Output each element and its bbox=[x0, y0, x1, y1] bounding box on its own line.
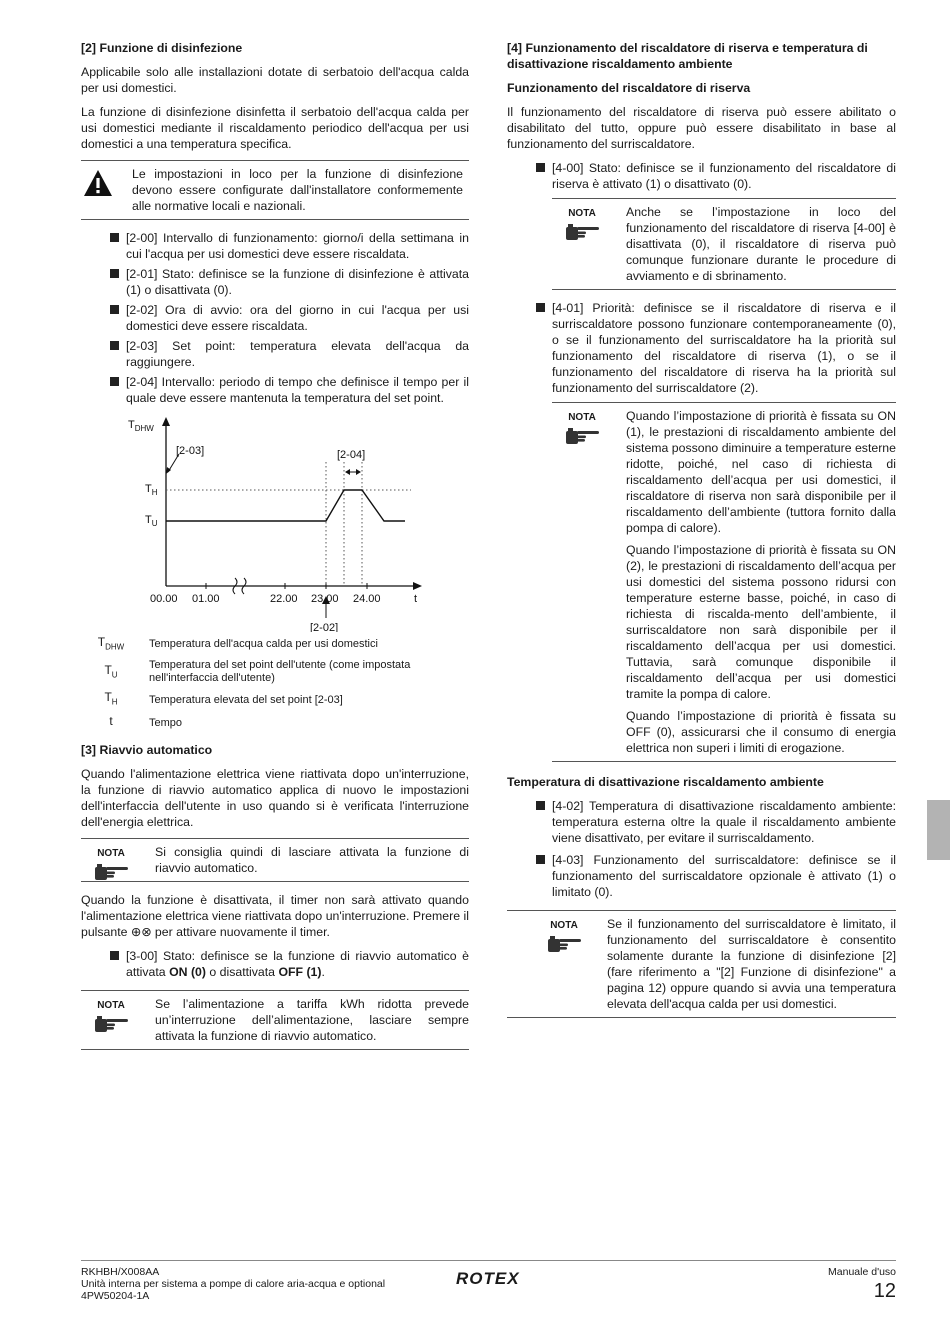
list-item: [4-02] Temperatura di disattivazione riscaldamento ambiente: temperatura esterna oltre la quale il riscaldamento ambiente viene disattivato, per evitare il surriscaldamento. bbox=[507, 798, 896, 846]
footer-document-info: RKHBH/X008AA Unità interna per sistema a pompe di calore aria-acqua e optional 4PW50204-1A bbox=[81, 1266, 386, 1302]
bullet-square-icon bbox=[110, 951, 119, 960]
note-label: NOTA bbox=[568, 208, 596, 219]
subsection-title: Funzionamento del riscaldatore di riserva bbox=[507, 81, 751, 95]
chapter-side-tab bbox=[927, 800, 950, 860]
list-item: [2-01] Stato: definisce se la funzione di disinfezione è attivata (1) o disattivata (0). bbox=[81, 266, 469, 298]
label-2-02: [2-02] bbox=[310, 622, 339, 632]
y-axis-label: $T_{DHW}$ bbox=[128, 419, 154, 433]
warning-box bbox=[81, 160, 469, 220]
warning-icon bbox=[83, 169, 113, 197]
page-number: 12 bbox=[873, 1280, 896, 1302]
bullet-square-icon bbox=[110, 269, 119, 278]
footer-manual-info: Manuale d'uso 12 bbox=[828, 1266, 896, 1302]
label-2-03: [2-03] bbox=[176, 445, 205, 457]
paragraph: Il funzionamento del riscaldatore di riserva può essere abilitato o disabilitato del tutto, oppure può essere disabilitato in base al funzionamento del surriscaldatore. bbox=[507, 105, 896, 151]
note-text: Se il funzionamento del surriscaldatore è limitato, il funzionamento del surriscaldatore è consentito solamente durante la funzione di disinfezione [2] (fare riferimento a "[2] Funzione di disinfezione" a pagina 12) oppure quando si avvia una temperatura elevata dell'acqua calda per usi domestici. bbox=[607, 917, 896, 1011]
right-column bbox=[507, 40, 896, 1028]
th-label: $T_H$ bbox=[145, 483, 158, 497]
dimension-arrow-icon bbox=[345, 469, 350, 475]
note-label: NOTA bbox=[568, 412, 596, 423]
bullet-square-icon bbox=[536, 303, 545, 312]
warning-text: Le impostazioni in loco per la funzione di disinfezione devono essere configurate dall'installatore conformemente alle normative locali e nazionali. bbox=[132, 167, 463, 213]
x-tick-label: 23.00 bbox=[311, 593, 339, 605]
legend-row: $T_{DHW}$ Temperatura dell'acqua calda per usi domestici bbox=[97, 635, 378, 652]
x-axis-label: t bbox=[414, 593, 418, 605]
section-title-auto-restart: [3] Riavvio automatico bbox=[81, 743, 213, 758]
note-text: Anche se l’impostazione in loco del funzionamento del riscaldatore di riserva [4-00] è disattivata (0), il riscaldatore di riserva può comunque funzionare durante le procedure di avviamento e di sbrinamento. bbox=[626, 205, 896, 283]
bullet-square-icon bbox=[110, 305, 119, 314]
note-label: NOTA bbox=[550, 920, 578, 931]
list-item: [4-00] Stato: definisce se il funzionamento del riscaldatore di riserva è attivato (1) o disattivato (0). bbox=[507, 160, 896, 192]
list-item: [4-01] Priorità: definisce se il riscaldatore di riserva e il surriscaldatore possono funzionare contemporaneamente (0), o se il funzionamento del surriscaldatore ha la priorità sul funzionamento del riscaldatore di riserva (1), o se il funzionamento del riscaldatore di riserva ha la priorità sul funzionamento del surriscaldatore (2). bbox=[507, 300, 896, 396]
note-box bbox=[81, 990, 469, 1050]
paragraph: La funzione di disinfezione disinfetta il serbatoio dell'acqua calda per usi domestici mediante il riscaldamento periodico dell'acqua per usi domestici a una temperatura specifica. bbox=[81, 105, 469, 151]
page-footer bbox=[81, 1260, 896, 1302]
note-box bbox=[552, 402, 896, 762]
pointing-hand-icon bbox=[94, 863, 130, 881]
left-column bbox=[81, 40, 469, 1060]
bullet-square-icon bbox=[536, 855, 545, 864]
section-title-disinfection: [2] Funzione di disinfezione bbox=[81, 41, 243, 55]
list-item: [2-04] Intervallo: periodo di tempo che definisce il tempo per il quale deve essere mantenuta la temperatura del set point. bbox=[81, 374, 469, 406]
x-axis-arrow-icon bbox=[413, 582, 422, 590]
label-2-04: [2-04] bbox=[337, 449, 366, 461]
diagram-svg bbox=[81, 412, 469, 632]
rotex-logo: ROTEX bbox=[456, 1269, 520, 1288]
pointing-hand-icon bbox=[547, 935, 583, 953]
list-item: [3-00] Stato: definisce se la funzione di riavvio automatico è attivata ON (0) o disattivata OFF (1). bbox=[81, 948, 469, 980]
list-item: [2-02] Ora di avvio: ora del giorno in cui l'acqua per usi domestici deve essere riscaldata. bbox=[81, 302, 469, 334]
list-item: [4-03] Funzionamento del surriscaldatore: definisce se il funzionamento del surriscaldatore opzionale è attivato (1) o limitato (0). bbox=[507, 852, 896, 900]
x-tick-label: 22.00 bbox=[270, 593, 298, 605]
temperature-curve bbox=[166, 490, 405, 521]
bullet-square-icon bbox=[536, 163, 545, 172]
bullet-square-icon bbox=[536, 801, 545, 810]
paragraph: Applicabile solo alle installazioni dotate di serbatoio dell'acqua calda per usi domestici. bbox=[81, 65, 469, 95]
bullet-square-icon bbox=[110, 377, 119, 386]
note-box bbox=[81, 838, 469, 882]
bullet-square-icon bbox=[110, 233, 119, 242]
tu-label: $T_U$ bbox=[145, 514, 158, 528]
list-item: [2-03] Set point: temperatura elevata dell'acqua da raggiungere. bbox=[81, 338, 469, 370]
note-text: Quando l’impostazione di priorità è fissata su ON (1), le prestazioni di riscaldamento ambiente del sistema possono diminuire a temperature esterne ridotte, poiché, nel caso di richiesta di riscaldamento dell’acqua per usi domestici, il riscaldatore di riserva non sarà disponibile per il riscaldamento dell’ambiente (tuttora fornito dalla pompa di calore). Quando l’impostazione di priorità è fissata su ON (2), le prestazioni di riscaldamento dell’acqua per usi domestici del sistema possono ridursi con temperature esterne basse, poiché, in caso di richiesta di riscalda-mento dell’ambiente, il surriscaldatore non sarà disponibile per il riscaldamento dell’acqua per usi domestici. Tuttavia, sarà comunque disponibile il riscaldamento dell’acqua per usi domestici tramite la pompa di calore. Quando l’impostazione di priorità è fissata su OFF (0), assicurarsi che il consumo di energia elettrica non superi i limiti di erogazione. bbox=[626, 409, 896, 755]
y-axis-arrow-icon bbox=[162, 417, 170, 426]
bullet-square-icon bbox=[110, 341, 119, 350]
x-tick-label: 24.00 bbox=[353, 593, 381, 605]
note-text: Si consiglia quindi di lasciare attivata la funzione di riavvio automatico. bbox=[155, 845, 469, 876]
diagram-legend bbox=[81, 636, 469, 732]
paragraph: Quando la funzione è disattivata, il timer non sarà attivato quando l'alimentazione elettrica viene riattivata dopo un'interruzione. Premere il pulsante ⊕⊗ per attivare nuovamente il timer. bbox=[81, 893, 469, 940]
subsection-title: Temperatura di disattivazione riscaldamento ambiente bbox=[507, 775, 824, 789]
note-label: NOTA bbox=[97, 1000, 125, 1012]
paragraph: Quando l'alimentazione elettrica viene riattivata dopo un'interruzione, la funzione di riavvio automatico applica di nuovo le impostazioni dell'interfaccia dell'utente in uso quando si è verificata l'interruzione dell'energia elettrica. bbox=[81, 767, 469, 830]
note-box bbox=[552, 198, 896, 290]
x-tick-label: 00.00 bbox=[150, 593, 178, 605]
pointing-hand-icon bbox=[565, 223, 601, 241]
x-tick-label: 01.00 bbox=[192, 593, 220, 605]
section-title-backup-heater: [4] Funzionamento del riscaldatore di riserva e temperatura di disattivazione riscaldamento ambiente bbox=[507, 41, 868, 71]
list-item: [2-00] Intervallo di funzionamento: giorno/i della settimana in cui l'acqua per usi domestici deve essere riscaldata. bbox=[81, 230, 469, 262]
pointing-hand-icon bbox=[565, 427, 601, 445]
legend-row: t Tempo bbox=[109, 713, 183, 729]
dimension-arrow-icon bbox=[356, 469, 361, 475]
pointing-hand-icon bbox=[94, 1015, 130, 1033]
note-box bbox=[507, 910, 896, 1018]
note-text: Se l’alimentazione a tariffa kWh ridotta prevede un’interruzione dell’alimentazione, lasciare sempre attivata la funzione di riavvio automatico. bbox=[155, 997, 469, 1044]
note-label: NOTA bbox=[97, 848, 125, 860]
disinfection-diagram bbox=[81, 412, 469, 632]
legend-row: $T_U$ Temperatura del set point dell'utente (come impostata nell'interfaccia dell'utente) bbox=[104, 659, 411, 685]
legend-row: $T_H$ Temperatura elevata del set point [2-03] bbox=[104, 690, 343, 707]
